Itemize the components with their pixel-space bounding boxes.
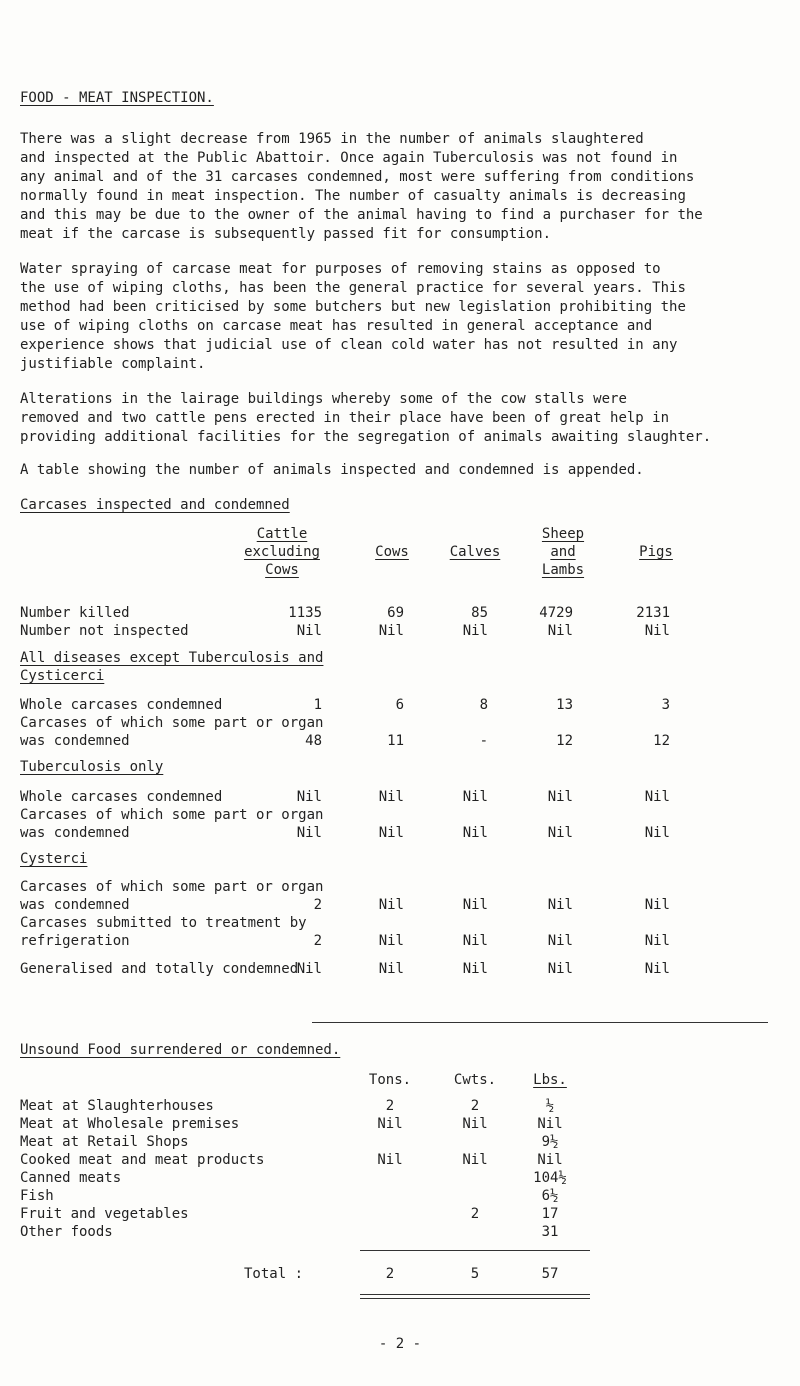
paragraph-2: Water spraying of carcase meat for purposes of removing stains as opposed to the use of wiping cloths, has been the general practice for several years. This method had been criticised by some butchers but new legislation prohibiting the use of wiping cloths on carcase meat has resulted in general acceptance and experience shows that judicial use of clean cold water has not resulted in any justifiable complaint.: [20, 261, 686, 372]
paragraph-4: A table showing the number of animals inspected and condemned is appended.: [20, 462, 644, 478]
carcases-table-title: Carcases inspected and condemned: [20, 497, 290, 513]
double-rule: [360, 1294, 590, 1299]
unit-header-cwts: Cwts.: [453, 1072, 497, 1088]
page-number: - 2 -: [378, 1336, 422, 1352]
col-header-cattle: Cattle excluding Cows: [244, 526, 320, 578]
col-header-pigs: Pigs: [639, 544, 673, 560]
unit-header-lbs: Lbs.: [533, 1072, 567, 1088]
section-heading: Cysticerci: [20, 668, 105, 684]
section-heading: Tuberculosis only: [20, 759, 164, 775]
paragraph-1: There was a slight decrease from 1965 in the number of animals slaughtered and inspected at the Public Abattoir. Once again Tuberculosis was not found in any animal and of the 31 carcases condemned, most were suffering from conditions normally found in meat inspection. The number of casualty animals is decreasing and this may be due to the owner of the animal having to find a purchaser for the meat if the carcase is subsequently passed fit for consumption.: [20, 131, 703, 242]
total-rule: [360, 1250, 590, 1251]
divider: [312, 1022, 768, 1023]
col-header-sheep: Sheep and Lambs: [541, 526, 585, 578]
page-title: FOOD - MEAT INSPECTION.: [20, 90, 214, 106]
unsound-food-title: Unsound Food surrendered or condemned.: [20, 1042, 341, 1058]
section-heading: Cysterci: [20, 851, 88, 867]
paragraph-3: Alterations in the lairage buildings whereby some of the cow stalls were removed and two cattle pens erected in their place have been of great help in providing additional facilities for the segregation of animals awaiting slaughter.: [20, 391, 712, 445]
unit-header-tons: Tons.: [368, 1072, 412, 1088]
section-heading: All diseases except Tuberculosis and: [20, 650, 324, 666]
col-header-calves: Calves: [449, 544, 501, 560]
col-header-cows: Cows: [375, 544, 409, 560]
